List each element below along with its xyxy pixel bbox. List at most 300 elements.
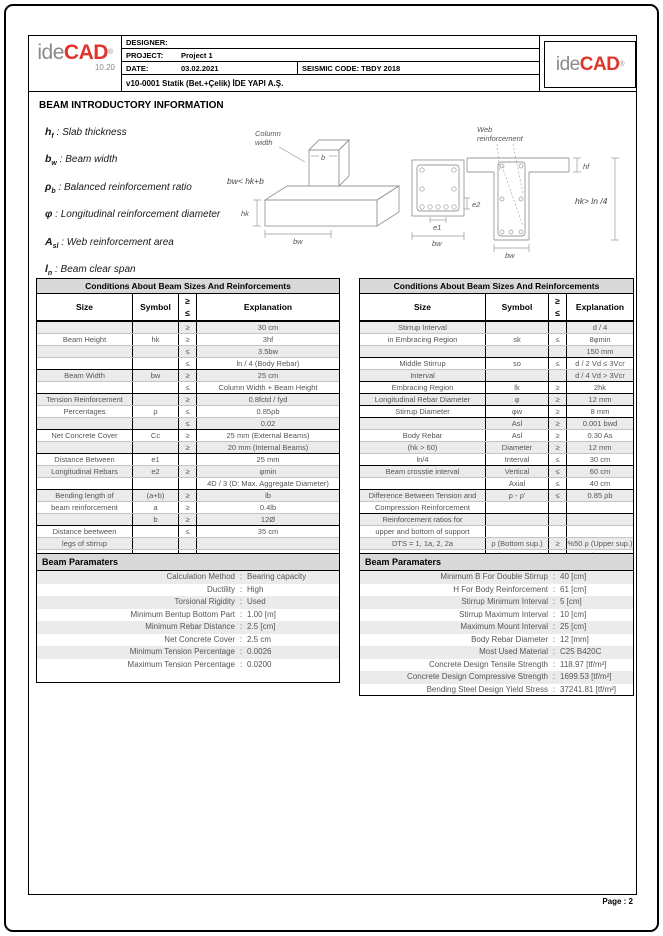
parameter-row bbox=[360, 621, 633, 634]
logo-cad-text: CAD bbox=[63, 41, 108, 64]
parameter-cell: : bbox=[552, 647, 556, 656]
condition-cell: ≤ bbox=[179, 382, 197, 393]
condition-cell: Body Rebar bbox=[360, 430, 486, 441]
condition-cell bbox=[486, 322, 549, 333]
header-comparison: ≥ ≤ bbox=[179, 294, 197, 320]
project-label: PROJECT: bbox=[126, 50, 164, 60]
condition-cell: Bending length of bbox=[37, 490, 133, 501]
header-explanation: Explanation bbox=[243, 302, 293, 312]
parameter-cell: 118.97 [tf/m²] bbox=[560, 659, 607, 669]
parameter-cell: Body Rebar Diameter bbox=[471, 634, 548, 644]
parameter-cell: : bbox=[239, 572, 243, 581]
condition-cell bbox=[360, 346, 486, 357]
condition-row bbox=[360, 381, 633, 393]
condition-row bbox=[360, 417, 633, 429]
condition-cell: ≤ bbox=[179, 526, 197, 537]
condition-cell bbox=[37, 358, 133, 369]
project-row bbox=[122, 49, 539, 62]
date-label: DATE: bbox=[126, 63, 149, 73]
parameter-cell: 61 [cm] bbox=[560, 584, 587, 594]
parameter-cell: : bbox=[552, 597, 556, 606]
logo-version: 10.20 bbox=[94, 63, 115, 72]
condition-cell: Distance Between bbox=[37, 454, 133, 465]
condition-row bbox=[360, 333, 633, 345]
condition-cell bbox=[133, 322, 179, 333]
header-size: Size bbox=[37, 294, 133, 320]
condition-cell: d / 4 Vd > 3Vcr bbox=[575, 371, 625, 380]
parameter-row bbox=[360, 684, 633, 697]
condition-row bbox=[360, 501, 633, 513]
parameter-cell: Concrete Design Compressive Strength bbox=[407, 672, 548, 681]
designer-row bbox=[122, 36, 539, 49]
condition-cell: Interval bbox=[486, 454, 549, 465]
condition-cell: 30 cm bbox=[589, 455, 611, 464]
params-body bbox=[360, 571, 633, 696]
parameter-row bbox=[37, 584, 339, 597]
svg-text:bw< hk+b: bw< hk+b bbox=[227, 176, 264, 186]
header-comparison: ≥ ≤ bbox=[549, 294, 567, 320]
condition-cell: ≤ bbox=[179, 418, 197, 429]
condition-cell bbox=[133, 418, 179, 429]
parameter-cell: Bending Steel Design Yield Stress bbox=[426, 684, 548, 694]
parameter-cell: 1.00 [m] bbox=[247, 609, 276, 619]
condition-cell: ≥ bbox=[179, 370, 197, 381]
condition-cell bbox=[549, 370, 567, 381]
condition-cell bbox=[486, 346, 549, 357]
condition-cell: φ bbox=[486, 394, 549, 405]
condition-cell bbox=[133, 526, 179, 537]
condition-row bbox=[360, 489, 633, 501]
condition-cell: DTS = 1, 1a, 2, 2a bbox=[360, 538, 486, 549]
condition-cell: hk bbox=[133, 334, 179, 345]
condition-cell: ≤ bbox=[549, 358, 567, 369]
condition-cell: ln / 4 (Body Rebar) bbox=[236, 359, 300, 368]
idecad-logo bbox=[29, 36, 121, 91]
condition-cell: ≥ bbox=[179, 394, 197, 405]
parameter-row bbox=[360, 609, 633, 622]
parameter-row bbox=[360, 671, 633, 684]
condition-cell: 12 mm bbox=[588, 395, 612, 404]
condition-cell: d / 2 Vd ≤ 3Vcr bbox=[575, 359, 625, 368]
condition-cell: Beam crosstie interval bbox=[360, 466, 486, 477]
condition-cell: ≥ bbox=[179, 514, 197, 525]
definition-item: $\rho_b$ : Balanced reinforcement ratio bbox=[45, 180, 192, 196]
condition-cell: %50 ρ (Upper sup.) bbox=[567, 539, 633, 548]
parameter-cell: Maximum Tension Percentage bbox=[127, 659, 235, 669]
condition-cell bbox=[37, 346, 133, 357]
parameter-cell: Most Used Material bbox=[479, 647, 548, 656]
condition-cell: ≥ bbox=[549, 406, 567, 417]
condition-row bbox=[37, 369, 339, 381]
parameter-row bbox=[37, 646, 339, 659]
definition-item: $l_n$ : Beam clear span bbox=[45, 263, 136, 278]
condition-cell: Beam Width bbox=[37, 370, 133, 381]
svg-text:bw: bw bbox=[505, 251, 515, 260]
parameter-cell: High bbox=[247, 584, 264, 594]
condition-row bbox=[360, 537, 633, 549]
condition-cell: 8φmin bbox=[589, 335, 611, 344]
parameter-row bbox=[360, 659, 633, 672]
condition-cell: ≥ bbox=[549, 442, 567, 453]
table-title: Conditions About Beam Sizes And Reinforcements bbox=[360, 279, 633, 294]
parameter-cell: Used bbox=[247, 597, 266, 606]
header-symbol: Symbol bbox=[486, 294, 549, 320]
parameter-cell: 5 [cm] bbox=[560, 597, 582, 606]
condition-cell: ≤ bbox=[179, 358, 197, 369]
condition-cell: Longitudinal Rebar Diameter bbox=[360, 394, 486, 405]
parameter-cell: : bbox=[239, 584, 243, 594]
parameter-cell: Maximum Mount Interval bbox=[460, 622, 548, 631]
condition-cell bbox=[567, 526, 633, 537]
parameter-row bbox=[360, 584, 633, 597]
condition-cell bbox=[486, 370, 549, 381]
condition-cell: ≤ bbox=[179, 406, 197, 417]
condition-cell bbox=[133, 394, 179, 405]
condition-row bbox=[360, 513, 633, 525]
condition-cell: ≥ bbox=[179, 430, 197, 441]
definition-item: φ : Longitudinal reinforcement diameter bbox=[45, 208, 221, 221]
condition-cell: 4D / 3 (D: Max. Aggregate Diameter) bbox=[207, 479, 329, 488]
parameter-row bbox=[37, 659, 339, 672]
svg-text:hk> ln /4: hk> ln /4 bbox=[575, 196, 608, 206]
condition-cell: 0.85ρb bbox=[256, 407, 280, 416]
seismic-code: SEISMIC CODE: TBDY 2018 bbox=[297, 62, 539, 74]
condition-row bbox=[37, 501, 339, 513]
condition-row bbox=[360, 453, 633, 465]
condition-cell bbox=[37, 418, 133, 429]
conditions-table-right bbox=[359, 278, 634, 562]
condition-cell bbox=[549, 346, 567, 357]
parameter-cell: Bearing capacity bbox=[247, 572, 307, 581]
condition-cell: ≤ bbox=[549, 454, 567, 465]
condition-cell: Column Width + Beam Height bbox=[218, 383, 318, 392]
parameter-cell: : bbox=[552, 659, 556, 669]
condition-row bbox=[37, 333, 339, 345]
condition-cell: lk bbox=[486, 382, 549, 393]
condition-cell: 3.5bw bbox=[257, 347, 278, 356]
condition-cell: Reinforcement ratios for bbox=[360, 514, 486, 525]
condition-cell: lb bbox=[265, 491, 271, 500]
condition-cell bbox=[133, 538, 179, 549]
condition-cell: 25 mm bbox=[256, 455, 280, 464]
condition-cell: a bbox=[133, 502, 179, 513]
condition-cell: ≥ bbox=[549, 538, 567, 549]
condition-cell: Asl bbox=[486, 430, 549, 441]
parameter-cell: : bbox=[239, 659, 243, 669]
condition-row bbox=[37, 405, 339, 417]
condition-cell bbox=[37, 478, 133, 489]
condition-cell: legs of stirrup bbox=[37, 538, 133, 549]
idecad-logo-right bbox=[544, 41, 636, 88]
parameter-cell: : bbox=[552, 672, 556, 681]
condition-cell: 25 cm bbox=[257, 371, 279, 380]
condition-cell: 20 mm (Internal Beams) bbox=[227, 443, 309, 452]
condition-cell: b bbox=[133, 514, 179, 525]
condition-cell: Distance beetween bbox=[37, 526, 133, 537]
condition-cell: 12Ø bbox=[260, 515, 276, 524]
condition-cell: ≥ bbox=[549, 418, 567, 429]
condition-row bbox=[360, 465, 633, 477]
project-value: Project 1 bbox=[181, 50, 213, 60]
condition-cell bbox=[133, 346, 179, 357]
condition-cell: 0.85 ρb bbox=[587, 491, 613, 500]
condition-cell: Percentages bbox=[37, 406, 133, 417]
condition-row bbox=[360, 441, 633, 453]
definition-item: $b_w$ : Beam width bbox=[45, 153, 118, 168]
condition-cell bbox=[37, 514, 133, 525]
logo-cad-text: CAD bbox=[579, 53, 620, 75]
definition-item: $h_f$ : Slab thickness bbox=[45, 126, 127, 141]
svg-text:Column: Column bbox=[255, 129, 281, 138]
registered-mark: ® bbox=[107, 49, 113, 56]
condition-cell: 0.02 bbox=[260, 419, 276, 428]
condition-row bbox=[37, 321, 339, 333]
condition-cell: ln/4 bbox=[360, 454, 486, 465]
parameter-cell: 12 [mm] bbox=[560, 634, 589, 644]
condition-cell: Asl bbox=[486, 418, 549, 429]
idecad-logo-right-text bbox=[556, 55, 624, 75]
condition-cell: 60 cm bbox=[589, 467, 611, 476]
condition-row bbox=[360, 525, 633, 537]
condition-cell bbox=[486, 526, 549, 537]
parameter-row bbox=[37, 621, 339, 634]
condition-cell bbox=[486, 502, 549, 513]
condition-cell: beam reinforcement bbox=[37, 502, 133, 513]
parameter-cell: 37241.81 [tf/m²] bbox=[560, 684, 617, 694]
parameter-cell: Torsional Rigidity bbox=[174, 597, 235, 606]
condition-cell: 8 mm bbox=[590, 407, 610, 416]
condition-cell: (a+b) bbox=[133, 490, 179, 501]
condition-cell: ρ bbox=[133, 406, 179, 417]
parameter-cell: Net Concrete Cover bbox=[164, 634, 235, 644]
condition-cell: upper and bottom of support bbox=[360, 526, 486, 537]
condition-cell: 30 cm bbox=[257, 323, 279, 332]
condition-cell: bw bbox=[133, 370, 179, 381]
condition-cell bbox=[133, 442, 179, 453]
params-body bbox=[37, 571, 339, 671]
condition-row bbox=[37, 453, 339, 465]
condition-cell: ≥ bbox=[179, 502, 197, 513]
beam-parameters-left bbox=[36, 553, 340, 683]
condition-cell bbox=[37, 322, 133, 333]
parameter-cell: H For Body Reinforcement bbox=[453, 584, 548, 594]
content-frame bbox=[28, 35, 637, 895]
parameter-cell: Stirrup Minimum Interval bbox=[461, 597, 548, 606]
condition-cell: 0.8fctd / fyd bbox=[248, 395, 288, 404]
parameter-cell: 10 [cm] bbox=[560, 609, 587, 619]
parameter-row bbox=[37, 571, 339, 584]
condition-cell: Longitudinal Rebars bbox=[37, 466, 133, 477]
condition-row bbox=[360, 345, 633, 357]
condition-cell: Net Concrete Cover bbox=[37, 430, 133, 441]
params-title: Beam Paramaters bbox=[360, 554, 633, 571]
software-version-line: v10-0001 Statik (Bet.+Çelik) İDE YAPI A.Ş. bbox=[126, 78, 284, 88]
condition-cell: ≥ bbox=[179, 334, 197, 345]
definitions-list bbox=[45, 126, 243, 291]
condition-cell: ≥ bbox=[179, 322, 197, 333]
parameter-row bbox=[360, 596, 633, 609]
conditions-table-left bbox=[36, 278, 340, 562]
section-title: BEAM INTRODUCTORY INFORMATION bbox=[39, 100, 224, 111]
parameter-cell: C25 B420C bbox=[560, 647, 602, 656]
parameter-cell: : bbox=[552, 572, 556, 581]
condition-cell: φmin bbox=[259, 467, 277, 476]
logo-ide-text: ide bbox=[37, 41, 64, 64]
condition-row bbox=[360, 405, 633, 417]
condition-cell: Embracing Region bbox=[360, 382, 486, 393]
condition-cell: Diameter bbox=[486, 442, 549, 453]
condition-cell: Middle Stirrup bbox=[360, 358, 486, 369]
parameter-cell: Stirrup Maximum Interval bbox=[459, 609, 548, 619]
svg-text:bw: bw bbox=[432, 239, 442, 248]
beam-column-3d-diagram bbox=[227, 129, 399, 246]
header-symbol: Symbol bbox=[133, 294, 179, 320]
parameter-cell: Concrete Design Tensile Strength bbox=[428, 659, 548, 669]
table-header-row bbox=[37, 294, 339, 321]
condition-cell bbox=[567, 502, 633, 513]
condition-cell: 2hk bbox=[593, 383, 607, 392]
condition-cell: e2 bbox=[133, 466, 179, 477]
parameter-cell: : bbox=[552, 622, 556, 631]
condition-cell: sk bbox=[486, 334, 549, 345]
condition-row bbox=[360, 477, 633, 489]
condition-row bbox=[37, 477, 339, 489]
condition-cell: 150 mm bbox=[586, 347, 614, 356]
condition-cell bbox=[133, 382, 179, 393]
condition-cell: in Embracing Region bbox=[360, 334, 486, 345]
condition-cell bbox=[37, 382, 133, 393]
condition-cell: Tension Reinforcement bbox=[37, 394, 133, 405]
condition-row bbox=[37, 525, 339, 537]
condition-row bbox=[360, 429, 633, 441]
registered-mark: ® bbox=[619, 60, 625, 68]
table-body bbox=[37, 321, 339, 561]
condition-cell: Axial bbox=[486, 478, 549, 489]
condition-row bbox=[37, 393, 339, 405]
header-size: Size bbox=[360, 294, 486, 320]
parameter-cell: Minimum B For Double Stirrup bbox=[440, 572, 548, 581]
parameter-cell: Minimum Bentup Bottom Part bbox=[130, 609, 235, 619]
table-body bbox=[360, 321, 633, 561]
condition-row bbox=[37, 429, 339, 441]
svg-text:e1: e1 bbox=[433, 223, 442, 232]
condition-cell bbox=[360, 478, 486, 489]
condition-cell: e1 bbox=[133, 454, 179, 465]
condition-cell: ≥ bbox=[549, 382, 567, 393]
condition-row bbox=[37, 513, 339, 525]
parameter-row bbox=[37, 609, 339, 622]
condition-cell: ≥ bbox=[179, 466, 197, 477]
condition-cell: Stirrup Interval bbox=[360, 322, 486, 333]
table-title: Conditions About Beam Sizes And Reinforcements bbox=[37, 279, 339, 294]
parameter-cell: 2.5 cm bbox=[247, 634, 272, 644]
condition-cell bbox=[179, 538, 197, 549]
idecad-logo-text bbox=[29, 43, 121, 63]
condition-cell: 25 mm (External Beams) bbox=[226, 431, 310, 440]
parameter-cell: Calculation Method bbox=[166, 572, 235, 581]
parameter-cell: : bbox=[239, 597, 243, 606]
condition-cell: Stirrup Diameter bbox=[360, 406, 486, 417]
condition-row bbox=[37, 357, 339, 369]
params-title: Beam Paramaters bbox=[37, 554, 339, 571]
condition-cell: ≥ bbox=[549, 394, 567, 405]
parameter-cell: : bbox=[552, 609, 556, 619]
svg-text:b: b bbox=[321, 153, 326, 162]
version-row bbox=[122, 75, 539, 91]
table-header-row bbox=[360, 294, 633, 321]
parameter-row bbox=[37, 634, 339, 647]
condition-cell bbox=[567, 514, 633, 525]
condition-cell: 12 mm bbox=[588, 443, 612, 452]
condition-cell bbox=[197, 538, 339, 549]
condition-row bbox=[37, 417, 339, 429]
condition-cell: 40 cm bbox=[589, 479, 611, 488]
condition-cell: (hk > 60) bbox=[360, 442, 486, 453]
date-row bbox=[122, 62, 539, 75]
condition-row bbox=[360, 369, 633, 381]
condition-cell bbox=[549, 502, 567, 513]
condition-cell: Interval bbox=[360, 370, 486, 381]
condition-cell bbox=[549, 322, 567, 333]
parameter-cell: : bbox=[239, 634, 243, 644]
t-section-diagram bbox=[467, 125, 619, 260]
condition-cell: ≤ bbox=[549, 478, 567, 489]
condition-row bbox=[37, 345, 339, 357]
parameter-cell: : bbox=[239, 647, 243, 656]
condition-cell: 35 cm bbox=[257, 527, 279, 536]
condition-cell: ≤ bbox=[549, 490, 567, 501]
svg-text:e2: e2 bbox=[472, 200, 481, 209]
parameter-cell: Minimum Tension Percentage bbox=[129, 647, 235, 656]
condition-row bbox=[37, 489, 339, 501]
condition-cell: Vertical bbox=[486, 466, 549, 477]
svg-text:hk: hk bbox=[241, 209, 249, 218]
svg-text:reinforcement: reinforcement bbox=[477, 134, 523, 143]
svg-text:width: width bbox=[255, 138, 273, 147]
condition-cell: ≤ bbox=[549, 334, 567, 345]
page-number: Page : 2 bbox=[602, 897, 633, 906]
parameter-cell: 0.0200 bbox=[247, 659, 272, 669]
condition-cell bbox=[549, 514, 567, 525]
parameter-cell: Ductility bbox=[206, 584, 235, 594]
parameter-cell: : bbox=[239, 622, 243, 631]
condition-cell: ≤ bbox=[549, 466, 567, 477]
parameter-cell: 0.0026 bbox=[247, 647, 272, 656]
condition-cell: Beam Height bbox=[37, 334, 133, 345]
condition-cell: Compression Reinforcement bbox=[360, 502, 486, 513]
parameter-row bbox=[360, 571, 633, 584]
condition-row bbox=[360, 357, 633, 369]
condition-cell: ρ (Bottom sup.) bbox=[486, 538, 549, 549]
condition-cell bbox=[179, 454, 197, 465]
svg-text:bw: bw bbox=[293, 237, 303, 246]
condition-row bbox=[37, 465, 339, 477]
condition-row bbox=[360, 393, 633, 405]
condition-cell: Difference Between Tension and bbox=[360, 490, 486, 501]
condition-cell bbox=[133, 358, 179, 369]
condition-cell: ≥ bbox=[179, 490, 197, 501]
condition-cell bbox=[549, 526, 567, 537]
condition-cell bbox=[179, 478, 197, 489]
header-explanation: Explanation bbox=[575, 302, 625, 312]
parameter-cell: : bbox=[552, 684, 556, 694]
parameter-cell: 2.5 [cm] bbox=[247, 622, 276, 631]
condition-cell: ≥ bbox=[549, 430, 567, 441]
definition-item: $A_{sl}$ : Web reinforcement area bbox=[45, 235, 174, 251]
logo-ide-text: ide bbox=[555, 53, 580, 75]
parameter-cell: : bbox=[552, 584, 556, 594]
condition-cell: Cc bbox=[133, 430, 179, 441]
